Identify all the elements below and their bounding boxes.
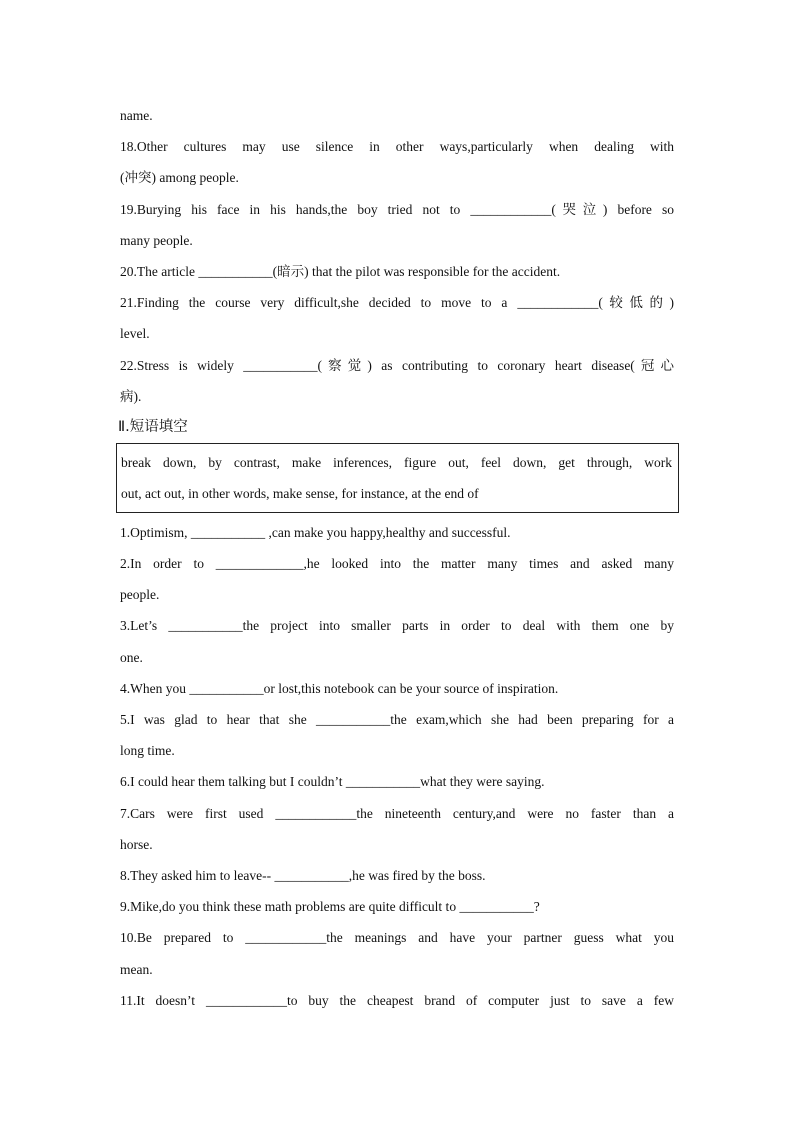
exercise-line: 20.The article ___________(暗示) that the pilot was responsible for the accident. — [120, 263, 561, 279]
exercise-line: 7.Cars were first used ____________the nineteenth century,and were no faster than a — [120, 805, 674, 821]
phrase-box — [116, 443, 679, 513]
exercise-line: (冲突) among people. — [120, 170, 239, 186]
exercise-line: 病). — [120, 388, 142, 404]
exercise-line: 18.Other cultures may use silence in other ways,particularly when dealing with — [120, 139, 674, 155]
exercise-part-one — [120, 100, 674, 412]
exercise-line: level. — [120, 326, 150, 342]
exercise-line: 5.I was glad to hear that she ___________the exam,which she had been preparing for a — [120, 712, 674, 727]
exercise-line: 10.Be prepared to ____________the meanings and have your partner guess what you — [120, 930, 674, 946]
exercise-line: 19.Burying his face in his hands,the boy tried not to ____________(哭泣) before so — [120, 201, 674, 217]
phrase-box-line: out, act out, in other words, make sense, for instance, at the end of — [121, 485, 479, 501]
exercise-line: mean. — [120, 961, 153, 977]
exercise-line: long time. — [120, 743, 175, 759]
exercise-line: 8.They asked him to leave-- ___________,he was fired by the boss. — [120, 867, 486, 883]
exercise-line: name. — [120, 108, 153, 123]
section-title: Ⅱ.短语填空 — [118, 418, 188, 435]
exercise-line: 22.Stress is widely ___________(察觉) as contributing to coronary heart disease(冠心 — [120, 357, 674, 373]
exercise-line: 11.It doesn’t ____________to buy the cheapest brand of computer just to save a few — [120, 992, 674, 1008]
exercise-line: one. — [120, 649, 143, 665]
exercise-line: 2.In order to _____________,he looked into the matter many times and asked many — [120, 556, 674, 572]
exercise-line: 3.Let’s ___________the project into smaller parts in order to deal with them one by — [120, 618, 674, 634]
exercise-line: 1.Optimism, ___________ ,can make you happy,healthy and successful. — [120, 524, 511, 540]
exercise-line: 4.When you ___________or lost,this notebook can be your source of inspiration. — [120, 680, 559, 696]
document-page — [120, 100, 674, 1016]
exercise-line: 6.I could hear them talking but I couldn’t ___________what they were saying. — [120, 774, 545, 790]
exercise-line: 9.Mike,do you think these math problems are quite difficult to ___________? — [120, 899, 540, 915]
phrase-box-line: break down, by contrast, make inferences, figure out, feel down, get through, work — [121, 454, 672, 470]
exercise-line: horse. — [120, 836, 153, 852]
exercise-line: many people. — [120, 232, 193, 248]
exercise-line: 21.Finding the course very difficult,she decided to move to a ____________(较低的) — [120, 295, 674, 311]
exercise-line: people. — [120, 587, 160, 603]
exercise-part-two — [120, 517, 674, 1016]
